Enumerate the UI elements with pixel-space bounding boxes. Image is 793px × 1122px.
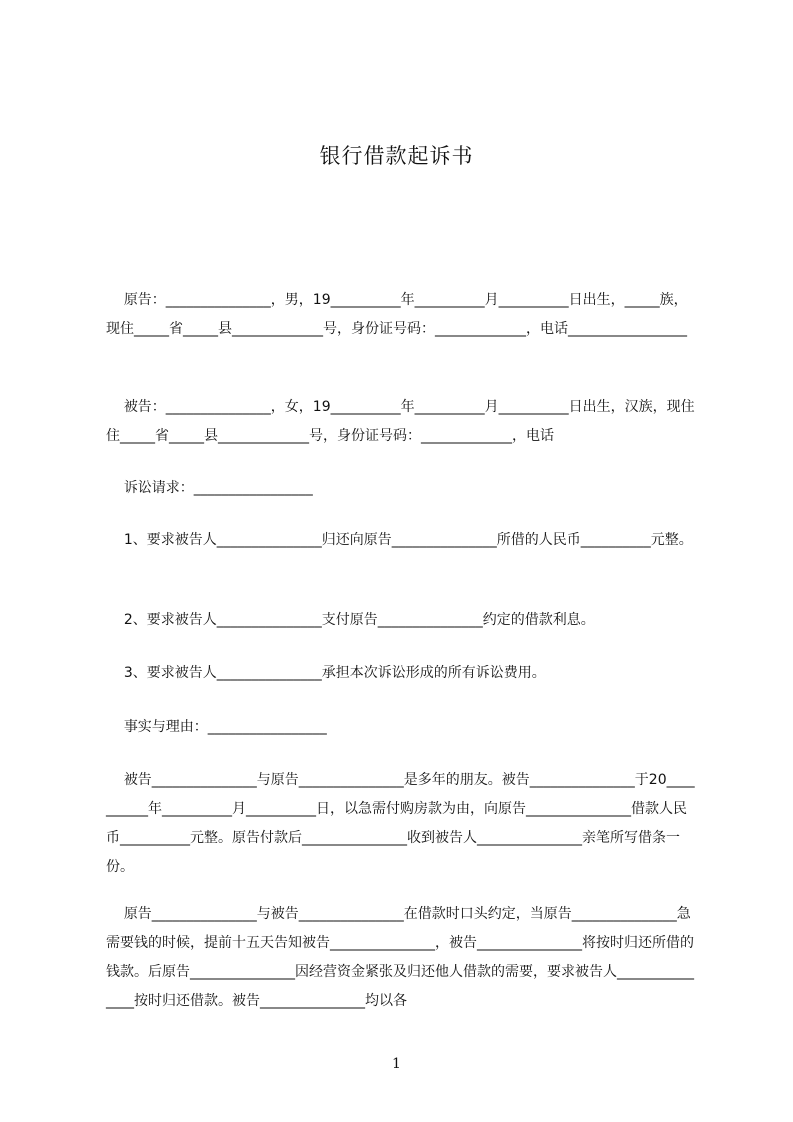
claims-heading: 诉讼请求：_________________ (106, 480, 313, 496)
claim-item-1: 1、要求被告人_______________归还向原告_______________所借的人民币__________元整。 (106, 532, 693, 548)
plaintiff-paragraph: 原告：_______________，男，19__________年__________月__________日出生，_____族，现住_____省_____县_____________号，身份证号码：_____________，电话_________________ (106, 292, 688, 337)
claim-item-3: 3、要求被告人_______________承担本次诉讼形成的所有诉讼费用。 (106, 665, 546, 681)
page-number: 1 (392, 1056, 401, 1072)
defendant-paragraph: 被告：_______________，女，19__________年__________月__________日出生，汉族，现住住_____省_____县_____________号，身份证号码：_____________，电话 (106, 399, 695, 444)
document-title: 银行借款起诉书 (319, 144, 474, 168)
claim-item-2: 2、要求被告人_______________支付原告_______________约定的借款利息。 (106, 612, 595, 628)
facts-paragraph-2: 原告_______________与被告_______________在借款时口头约定，当原告_______________急需要钱的时候，提前十五天告知被告_______________，被告_______________将按时归还所借的钱款。后原告_______________因经营资金紧张及归还他人借款的需要，要求被告人_______________按时归还借款。被告_______________均以各 (106, 906, 694, 1009)
facts-heading: 事实与理由：_________________ (106, 719, 327, 735)
facts-paragraph-1: 被告_______________与原告_______________是多年的朋友。被告_______________于20__________年__________月__________日，以急需付购房款为由，向原告_______________借款人民币__________元整。原告付款后_______________收到被告人_______________亲笔所写借条一份。 (106, 772, 695, 875)
